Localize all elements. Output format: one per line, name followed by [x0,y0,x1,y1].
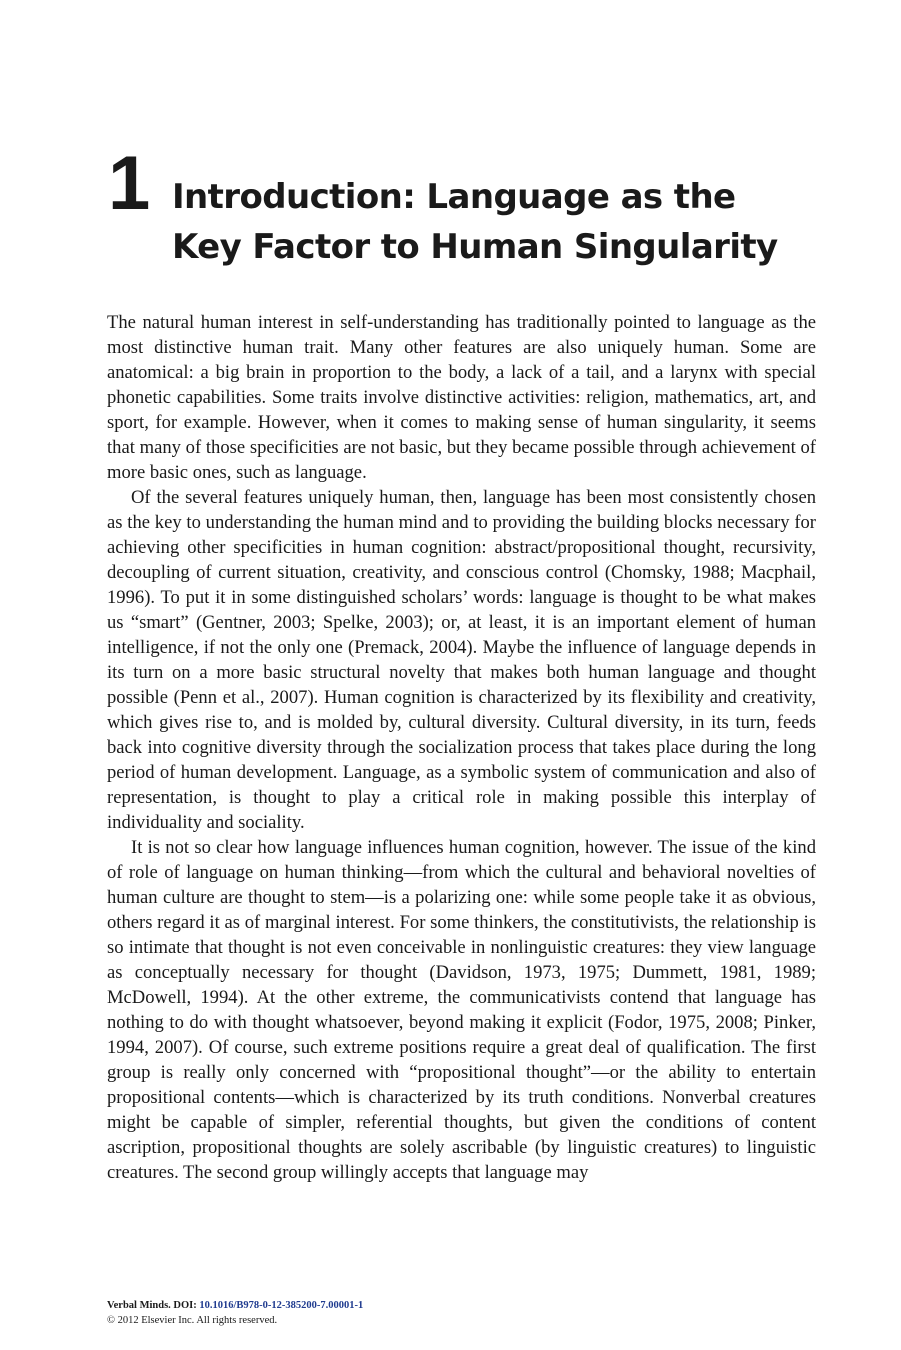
paragraph-1: The natural human interest in self-understanding has traditionally pointed to language as the most distinctive human trait. Many other features are also uniquely human. Some are anatomical: a big brain in proportion to the body, a lack of a tail, and a larynx with special phonetic capabilities. Some traits involve distinctive activities: religion, mathematics, art, and sport, for example. However, when it comes to making sense of human singularity, it seems that many of those specificities are not basic, but they became possible through achievement of more basic ones, such as language. [107,312,816,483]
citation-line [107,1298,363,1313]
paragraph-3: It is not so clear how language influences human cognition, however. The issue of the kind of role of language on human thinking—from which the cultural and behavioral novelties of human culture are thought to stem—is a polarizing one: while some people take it as obvious, others regard it as of marginal interest. For some thinkers, the constitutivists, the relationship is so intimate that thought is not even conceivable in nonlinguistic creatures: they view language as conceptually necessary for thought (Davidson, 1973, 1975; Dummett, 1981, 1989; McDowell, 1994). At the other extreme, the communicativists contend that language has nothing to do with thought whatsoever, beyond making it explicit (Fodor, 1975, 2008; Pinker, 1994, 2007). Of course, such extreme positions require a great deal of qualification. The first group is really only concerned with “propositional thought”—or the ability to entertain propositional contents—which is characterized by its truth conditions. Nonverbal creatures might be capable of simpler, referential thoughts, but given the conditions of content ascription, propositional thoughts are solely ascribable (by linguistic creatures) to linguistic creatures. The second group willingly accepts that language may [107,837,816,1183]
page-footer [107,1298,363,1328]
doi-link[interactable]: 10.1016/B978-0-12-385200-7.00001-1 [199,1300,364,1311]
chapter-title [172,172,792,272]
body-text [107,310,816,1185]
copyright-line: © 2012 Elsevier Inc. All rights reserved. [107,1315,278,1326]
paragraph-2: Of the several features uniquely human, then, language has been most consistently chosen as the key to understanding the human mind and to providing the building blocks necessary for achieving other specificities in human cognition: abstract/propositional thought, recursivity, decoupling of current situation, creativity, and conscious control (Chomsky, 1988; Macphail, 1996). To put it in some distinguished scholars’ words: language is thought to be what makes us “smart” (Gentner, 2003; Spelke, 2003); or, at least, it is an important element of human intelligence, if not the only one (Premack, 2004). Maybe the influence of language depends in its turn on a more basic structural novelty that makes both human language and thought possible (Penn et al., 2007). Human cognition is characterized by its flexibility and creativity, which gives rise to, and is molded by, cultural diversity. Cultural diversity, in its turn, feeds back into cognitive diversity through the socialization process that takes place during the long period of human development. Language, as a symbolic system of communication and also of representation, is thought to play a critical role in making possible this interplay of individuality and sociality. [107,487,816,833]
chapter-number: 1 [108,141,149,226]
chapter-title-line-2: Key Factor to Human Singularity [172,227,778,267]
chapter-title-line-1: Introduction: Language as the [172,177,736,217]
book-label: Verbal Minds. DOI: [107,1300,197,1311]
